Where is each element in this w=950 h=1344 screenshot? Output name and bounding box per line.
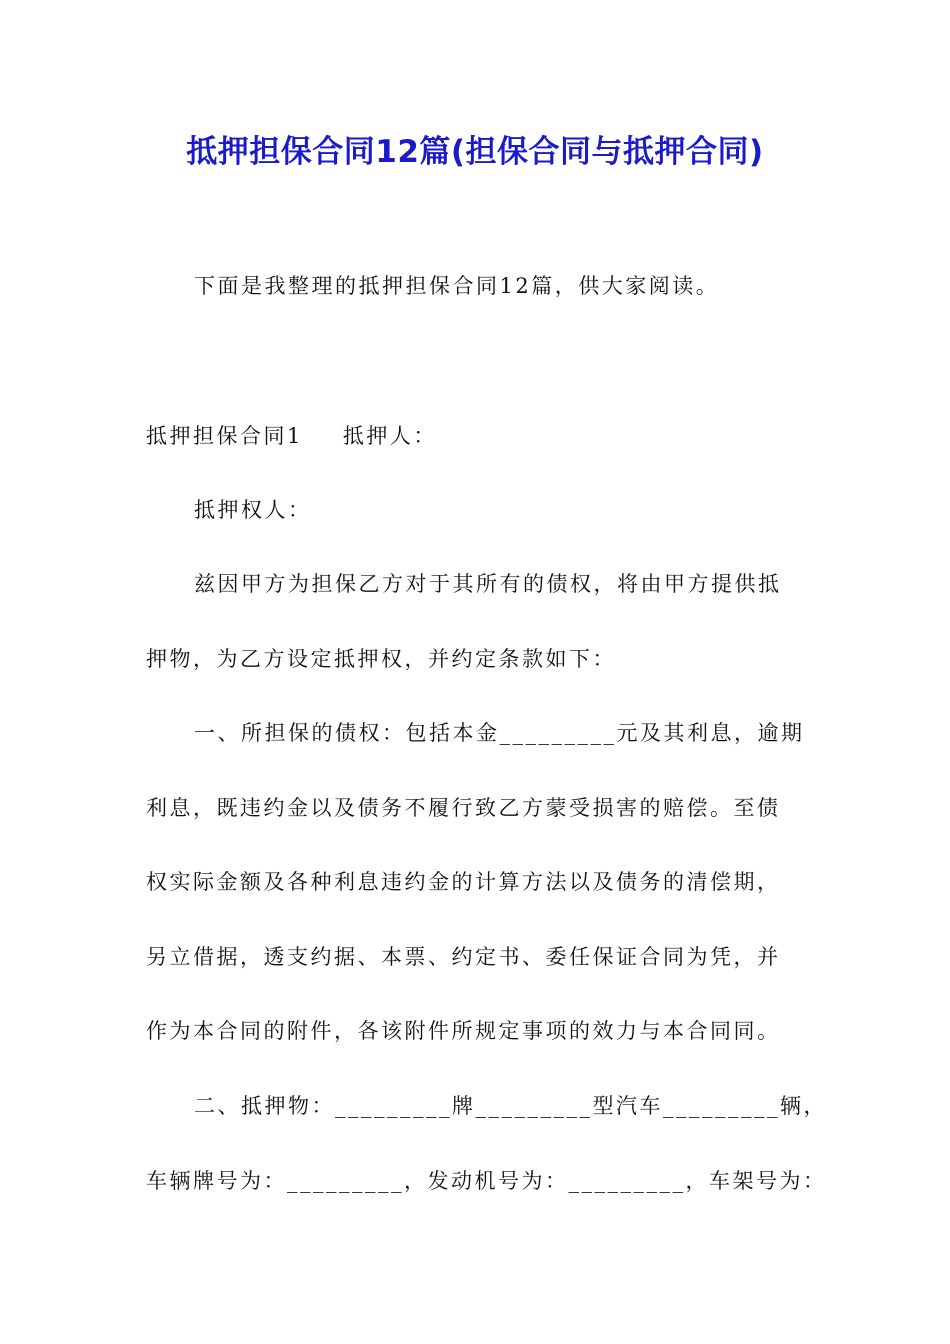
mortgagee-label: 抵押权人： <box>194 498 312 522</box>
paragraph-line: 权实际金额及各种利息违约金的计算方法以及债务的清偿期， <box>146 870 781 894</box>
document-title: 抵押担保合同12篇(担保合同与抵押合同) <box>186 134 764 170</box>
paragraph-line: 二、抵押物：_________牌_________型汽车_________辆， <box>194 1094 827 1118</box>
paragraph-line: 另立借据，透支约据、本票、约定书、委任保证合同为凭，并 <box>146 945 781 969</box>
paragraph-line: 兹因甲方为担保乙方对于其所有的债权，将由甲方提供抵 <box>194 572 782 596</box>
paragraph-line: 利息，既违约金以及债务不履行致乙方蒙受损害的赔偿。至债 <box>146 796 781 820</box>
mortgagor-label: 抵押人： <box>342 424 437 448</box>
paragraph-line: 车辆牌号为：_________，发动机号为：_________，车架号为： <box>146 1169 827 1193</box>
section-heading: 抵押担保合同1 <box>146 424 303 448</box>
paragraph-line: 作为本合同的附件，各该附件所规定事项的效力与本合同同。 <box>146 1019 781 1043</box>
paragraph-line: 押物，为乙方设定抵押权，并约定条款如下： <box>146 647 616 671</box>
paragraph-line: 一、所担保的债权：包括本金_________元及其利息，逾期 <box>194 721 805 745</box>
section-heading-line <box>146 420 816 452</box>
intro-text: 下面是我整理的抵押担保合同12篇，供大家阅读。 <box>194 274 720 298</box>
